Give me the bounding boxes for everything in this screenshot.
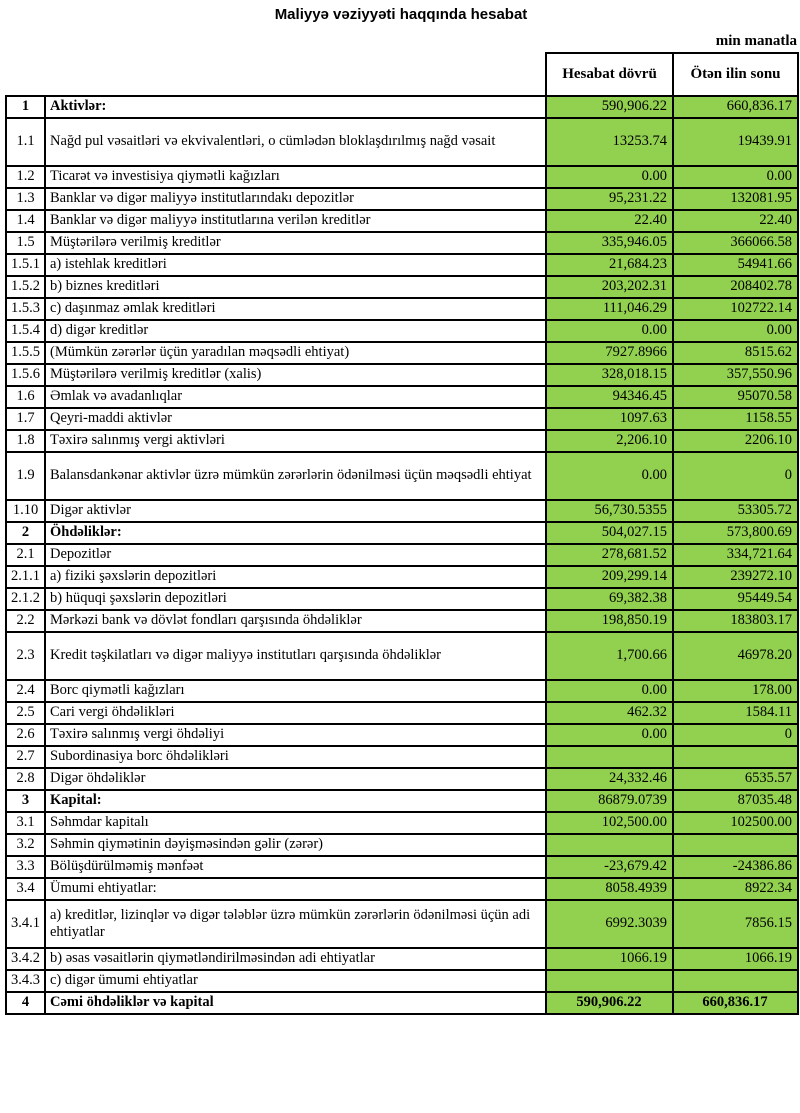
row-label-cell: Borc qiymətli kağızları — [45, 680, 546, 702]
row-label-cell: Balansdankənar aktivlər üzrə mümkün zərərlərin ödənilməsi üçün məqsədli ehtiyat — [45, 452, 546, 500]
current-period-cell: 2,206.10 — [546, 430, 673, 452]
page-title: Maliyyə vəziyyəti haqqında hesabat — [274, 6, 528, 23]
row-number-cell: 3.4.1 — [6, 900, 45, 948]
row-number-cell: 2.2 — [6, 610, 45, 632]
previous-period-cell: 2206.10 — [673, 430, 798, 452]
current-period-cell: 462.32 — [546, 702, 673, 724]
previous-period-cell: 102722.14 — [673, 298, 798, 320]
table-row — [6, 992, 798, 1014]
row-number-cell: 1.3 — [6, 188, 45, 210]
table-row — [6, 948, 798, 970]
previous-period-cell: 660,836.17 — [673, 96, 798, 118]
row-number-cell: 1.5.5 — [6, 342, 45, 364]
previous-period-cell: 208402.78 — [673, 276, 798, 298]
table-row — [6, 188, 798, 210]
row-label-cell: Digər öhdəliklər — [45, 768, 546, 790]
table-row — [6, 118, 798, 166]
table-row — [6, 702, 798, 724]
header-spacer — [6, 53, 45, 96]
row-number-cell: 1.5.2 — [6, 276, 45, 298]
row-number-cell: 2.4 — [6, 680, 45, 702]
previous-period-cell: 7856.15 — [673, 900, 798, 948]
current-period-cell: -23,679.42 — [546, 856, 673, 878]
row-label-cell: Kapital: — [45, 790, 546, 812]
table-row — [6, 680, 798, 702]
row-label-cell: a) istehlak kreditləri — [45, 254, 546, 276]
table-row — [6, 834, 798, 856]
previous-period-cell: 0.00 — [673, 320, 798, 342]
row-number-cell: 2 — [6, 522, 45, 544]
previous-period-cell: 53305.72 — [673, 500, 798, 522]
column-header-row — [6, 53, 798, 96]
row-number-cell: 3.4 — [6, 878, 45, 900]
previous-period-cell: 95070.58 — [673, 386, 798, 408]
table-row — [6, 544, 798, 566]
row-number-cell: 2.5 — [6, 702, 45, 724]
row-number-cell: 2.1.2 — [6, 588, 45, 610]
current-period-cell: 86879.0739 — [546, 790, 673, 812]
table-row — [6, 364, 798, 386]
row-number-cell: 3 — [6, 790, 45, 812]
previous-period-cell: 95449.54 — [673, 588, 798, 610]
row-number-cell: 3.4.3 — [6, 970, 45, 992]
current-period-cell: 95,231.22 — [546, 188, 673, 210]
row-label-cell: b) əsas vəsaitlərin qiymətləndirilməsindən adi ehtiyatlar — [45, 948, 546, 970]
current-period-cell: 278,681.52 — [546, 544, 673, 566]
row-number-cell: 1.5.6 — [6, 364, 45, 386]
current-period-cell: 21,684.23 — [546, 254, 673, 276]
table-row — [6, 878, 798, 900]
previous-period-cell: 22.40 — [673, 210, 798, 232]
previous-period-cell: 132081.95 — [673, 188, 798, 210]
row-label-cell: Kredit təşkilatları və digər maliyyə institutları qarşısında öhdəliklər — [45, 632, 546, 680]
row-label-cell: Aktivlər: — [45, 96, 546, 118]
row-number-cell: 2.7 — [6, 746, 45, 768]
previous-period-cell: 357,550.96 — [673, 364, 798, 386]
row-label-cell: Depozitlər — [45, 544, 546, 566]
previous-period-cell: 0.00 — [673, 166, 798, 188]
current-period-cell: 335,946.05 — [546, 232, 673, 254]
row-number-cell: 2.1 — [6, 544, 45, 566]
row-number-cell: 1.9 — [6, 452, 45, 500]
row-number-cell: 3.4.2 — [6, 948, 45, 970]
row-label-cell: Cari vergi öhdəlikləri — [45, 702, 546, 724]
row-label-cell: Müştərilərə verilmiş kreditlər (xalis) — [45, 364, 546, 386]
previous-period-cell — [673, 834, 798, 856]
current-period-cell: 590,906.22 — [546, 992, 673, 1014]
previous-period-cell: 366066.58 — [673, 232, 798, 254]
row-number-cell: 1.2 — [6, 166, 45, 188]
row-label-cell: Təxirə salınmış vergi öhdəliyi — [45, 724, 546, 746]
current-period-cell: 1066.19 — [546, 948, 673, 970]
row-number-cell: 3.1 — [6, 812, 45, 834]
row-number-cell: 2.8 — [6, 768, 45, 790]
row-number-cell: 1 — [6, 96, 45, 118]
previous-period-cell: 19439.91 — [673, 118, 798, 166]
row-label-cell: Ticarət və investisiya qiymətli kağızları — [45, 166, 546, 188]
previous-period-cell: -24386.86 — [673, 856, 798, 878]
row-number-cell: 1.5.1 — [6, 254, 45, 276]
table-row — [6, 632, 798, 680]
previous-period-cell: 8922.34 — [673, 878, 798, 900]
row-number-cell: 3.3 — [6, 856, 45, 878]
row-label-cell: Mərkəzi bank və dövlət fondları qarşısında öhdəliklər — [45, 610, 546, 632]
current-period-cell — [546, 746, 673, 768]
row-number-cell: 1.6 — [6, 386, 45, 408]
row-label-cell: Nağd pul vəsaitləri və ekvivalentləri, o cümlədən bloklaşdırılmış nağd vəsait — [45, 118, 546, 166]
row-label-cell: (Mümkün zərərlər üçün yaradılan məqsədli ehtiyat) — [45, 342, 546, 364]
current-period-cell: 13253.74 — [546, 118, 673, 166]
unit-note: min manatla — [715, 33, 797, 49]
row-label-cell: Öhdəliklər: — [45, 522, 546, 544]
row-number-cell: 1.4 — [6, 210, 45, 232]
table-row — [6, 386, 798, 408]
row-number-cell: 4 — [6, 992, 45, 1014]
table-row — [6, 746, 798, 768]
row-label-cell: d) digər kreditlər — [45, 320, 546, 342]
current-period-cell: 198,850.19 — [546, 610, 673, 632]
current-period-cell: 203,202.31 — [546, 276, 673, 298]
current-period-cell: 102,500.00 — [546, 812, 673, 834]
table-row — [6, 342, 798, 364]
previous-period-cell: 178.00 — [673, 680, 798, 702]
table-row — [6, 232, 798, 254]
previous-period-cell: 102500.00 — [673, 812, 798, 834]
previous-period-cell: 0 — [673, 452, 798, 500]
previous-period-cell — [673, 970, 798, 992]
table-row — [6, 724, 798, 746]
table-row — [6, 566, 798, 588]
current-period-cell: 22.40 — [546, 210, 673, 232]
current-period-cell: 69,382.38 — [546, 588, 673, 610]
row-label-cell: Digər aktivlər — [45, 500, 546, 522]
financial-position-table — [5, 52, 799, 1015]
previous-period-cell: 183803.17 — [673, 610, 798, 632]
previous-period-cell — [673, 746, 798, 768]
current-period-cell — [546, 834, 673, 856]
current-period-cell: 590,906.22 — [546, 96, 673, 118]
row-number-cell: 2.3 — [6, 632, 45, 680]
row-label-cell: Banklar və digər maliyyə institutlarındakı depozitlər — [45, 188, 546, 210]
row-label-cell: Banklar və digər maliyyə institutlarına verilən kreditlər — [45, 210, 546, 232]
table-row — [6, 298, 798, 320]
table-row — [6, 96, 798, 118]
table-row — [6, 900, 798, 948]
row-number-cell: 1.5.3 — [6, 298, 45, 320]
table-row — [6, 856, 798, 878]
column-header-previous: Ötən ilin sonu — [673, 53, 798, 96]
table-row — [6, 276, 798, 298]
table-row — [6, 210, 798, 232]
row-label-cell: Təxirə salınmış vergi aktivləri — [45, 430, 546, 452]
current-period-cell: 111,046.29 — [546, 298, 673, 320]
current-period-cell: 6992.3039 — [546, 900, 673, 948]
row-label-cell: Ümumi ehtiyatlar: — [45, 878, 546, 900]
current-period-cell: 0.00 — [546, 320, 673, 342]
previous-period-cell: 0 — [673, 724, 798, 746]
table-row — [6, 522, 798, 544]
row-label-cell: Cəmi öhdəliklər və kapital — [45, 992, 546, 1014]
table-row — [6, 320, 798, 342]
current-period-cell: 24,332.46 — [546, 768, 673, 790]
previous-period-cell: 54941.66 — [673, 254, 798, 276]
previous-period-cell: 1066.19 — [673, 948, 798, 970]
previous-period-cell: 660,836.17 — [673, 992, 798, 1014]
row-label-cell: a) fiziki şəxslərin depozitləri — [45, 566, 546, 588]
previous-period-cell: 6535.57 — [673, 768, 798, 790]
row-number-cell: 1.10 — [6, 500, 45, 522]
row-number-cell: 2.6 — [6, 724, 45, 746]
row-label-cell: Bölüşdürülməmiş mənfəət — [45, 856, 546, 878]
row-number-cell: 1.7 — [6, 408, 45, 430]
row-number-cell: 3.2 — [6, 834, 45, 856]
current-period-cell: 0.00 — [546, 680, 673, 702]
table-row — [6, 500, 798, 522]
current-period-cell: 56,730.5355 — [546, 500, 673, 522]
column-header-current: Hesabat dövrü — [546, 53, 673, 96]
table-row — [6, 610, 798, 632]
previous-period-cell: 46978.20 — [673, 632, 798, 680]
row-label-cell: a) kreditlər, lizinqlər və digər tələblər üzrə mümkün zərərlərin ödənilməsi üçün adi ehtiyatlar — [45, 900, 546, 948]
current-period-cell: 1,700.66 — [546, 632, 673, 680]
previous-period-cell: 1584.11 — [673, 702, 798, 724]
current-period-cell — [546, 970, 673, 992]
current-period-cell: 0.00 — [546, 452, 673, 500]
previous-period-cell: 573,800.69 — [673, 522, 798, 544]
table-row — [6, 430, 798, 452]
table-row — [6, 970, 798, 992]
current-period-cell: 0.00 — [546, 724, 673, 746]
table-row — [6, 790, 798, 812]
row-number-cell: 1.5.4 — [6, 320, 45, 342]
row-label-cell: Səhmdar kapitalı — [45, 812, 546, 834]
previous-period-cell: 239272.10 — [673, 566, 798, 588]
row-label-cell: c) daşınmaz əmlak kreditləri — [45, 298, 546, 320]
table-row — [6, 452, 798, 500]
row-label-cell: b) biznes kreditləri — [45, 276, 546, 298]
current-period-cell: 209,299.14 — [546, 566, 673, 588]
row-number-cell: 1.1 — [6, 118, 45, 166]
row-label-cell: Səhmin qiymətinin dəyişməsindən gəlir (zərər) — [45, 834, 546, 856]
row-label-cell: b) hüquqi şəxslərin depozitləri — [45, 588, 546, 610]
row-label-cell: Qeyri-maddi aktivlər — [45, 408, 546, 430]
row-label-cell: c) digər ümumi ehtiyatlar — [45, 970, 546, 992]
table-row — [6, 588, 798, 610]
current-period-cell: 504,027.15 — [546, 522, 673, 544]
table-row — [6, 166, 798, 188]
previous-period-cell: 334,721.64 — [673, 544, 798, 566]
row-label-cell: Subordinasiya borc öhdəlikləri — [45, 746, 546, 768]
table-row — [6, 768, 798, 790]
table-row — [6, 812, 798, 834]
current-period-cell: 8058.4939 — [546, 878, 673, 900]
table-row — [6, 254, 798, 276]
table-row — [6, 408, 798, 430]
current-period-cell: 94346.45 — [546, 386, 673, 408]
current-period-cell: 1097.63 — [546, 408, 673, 430]
row-number-cell: 1.5 — [6, 232, 45, 254]
header-spacer — [45, 53, 546, 96]
previous-period-cell: 8515.62 — [673, 342, 798, 364]
row-number-cell: 2.1.1 — [6, 566, 45, 588]
current-period-cell: 328,018.15 — [546, 364, 673, 386]
previous-period-cell: 87035.48 — [673, 790, 798, 812]
row-label-cell: Müştərilərə verilmiş kreditlər — [45, 232, 546, 254]
row-label-cell: Əmlak və avadanlıqlar — [45, 386, 546, 408]
current-period-cell: 7927.8966 — [546, 342, 673, 364]
row-number-cell: 1.8 — [6, 430, 45, 452]
current-period-cell: 0.00 — [546, 166, 673, 188]
previous-period-cell: 1158.55 — [673, 408, 798, 430]
